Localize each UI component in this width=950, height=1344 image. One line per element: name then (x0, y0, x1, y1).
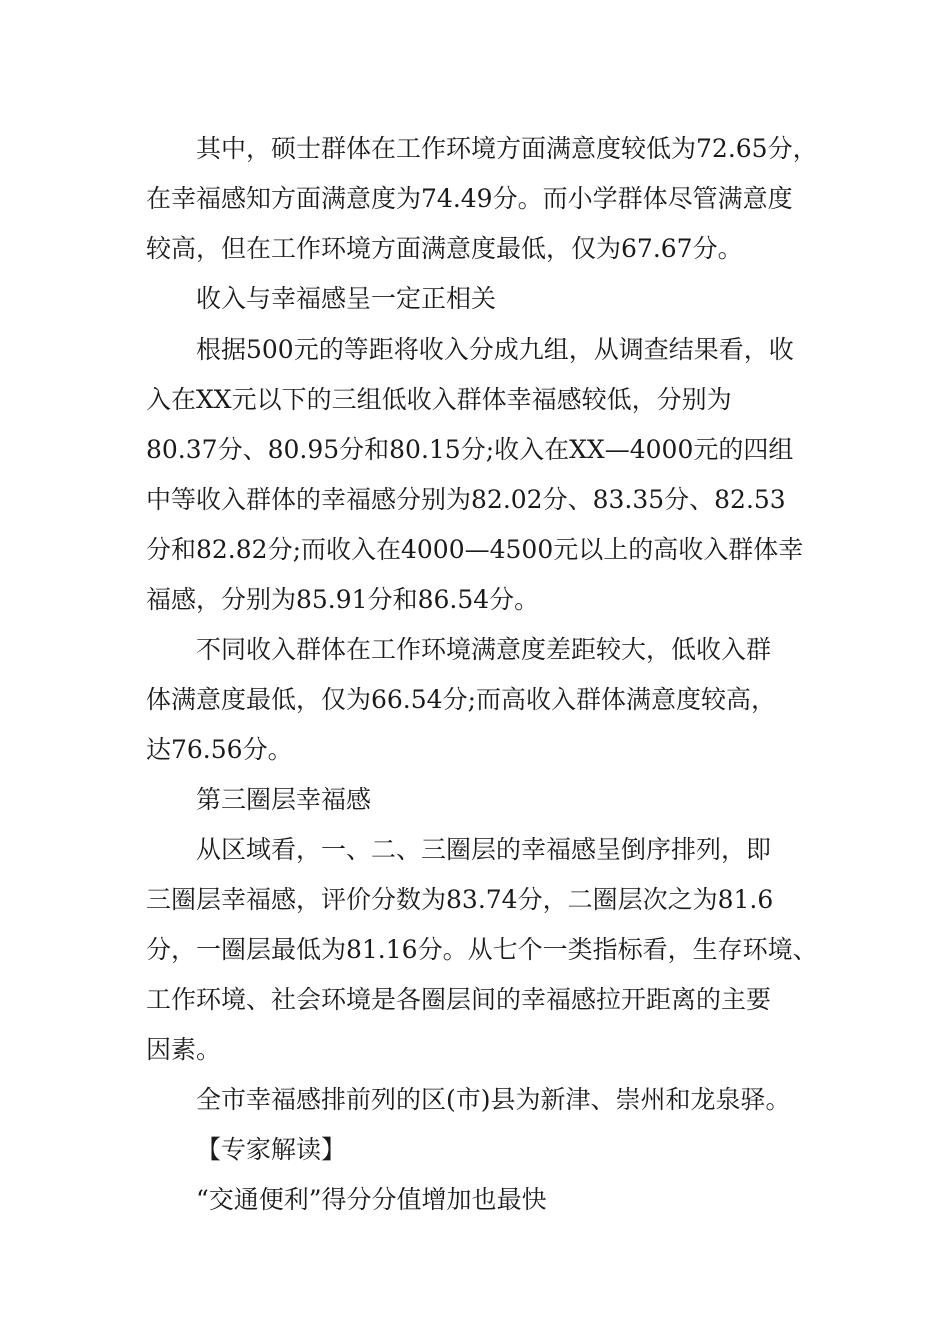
paragraph-line: 三圈层幸福感，评价分数为83.74分，二圈层次之为81.6 (146, 885, 774, 914)
section-heading: 收入与幸福感呈一定正相关 (196, 284, 497, 313)
paragraph-line: 从区域看，一、二、三圈层的幸福感呈倒序排列，即 (196, 835, 772, 864)
paragraph-line: 分和82.82分;而收入在4000—4500元以上的高收入群体幸 (146, 535, 804, 564)
paragraph-line: 中等收入群体的幸福感分别为82.02分、83.35分、82.53 (146, 485, 786, 514)
paragraph-line: 其中，硕士群体在工作环境方面满意度较低为72.65分， (196, 134, 818, 163)
paragraph-line: 福感，分别为85.91分和86.54分。 (146, 585, 540, 614)
paragraph-line: 全市幸福感排前列的区(市)县为新津、崇州和龙泉驿。 (196, 1085, 791, 1114)
paragraph-line: 因素。 (146, 1035, 222, 1064)
paragraph-line: 80.37分、80.95分和80.15分;收入在XX—4000元的四组 (146, 435, 794, 464)
paragraph-line: 不同收入群体在工作环境满意度差距较大，低收入群 (196, 635, 772, 664)
paragraph-line: 在幸福感知方面满意度为74.49分。而小学群体尽管满意度 (146, 184, 793, 213)
paragraph-line: 较高，但在工作环境方面满意度最低，仅为67.67分。 (146, 234, 743, 263)
paragraph-line: 入在XX元以下的三组低收入群体幸福感较低，分别为 (146, 385, 732, 414)
paragraph-line: 工作环境、社会环境是各圈层间的幸福感拉开距离的主要 (146, 985, 772, 1014)
section-heading: “交通便利”得分分值增加也最快 (196, 1185, 547, 1214)
paragraph-line: 体满意度最低，仅为66.54分;而高收入群体满意度较高， (146, 685, 776, 714)
section-heading: 第三圈层幸福感 (196, 785, 372, 814)
section-heading: 【专家解读】 (196, 1135, 347, 1164)
paragraph-line: 分，一圈层最低为81.16分。从七个一类指标看，生存环境、 (146, 935, 818, 964)
paragraph-line: 达76.56分。 (146, 735, 293, 764)
paragraph-line: 根据500元的等距将收入分成九组，从调查结果看，收 (196, 335, 794, 364)
